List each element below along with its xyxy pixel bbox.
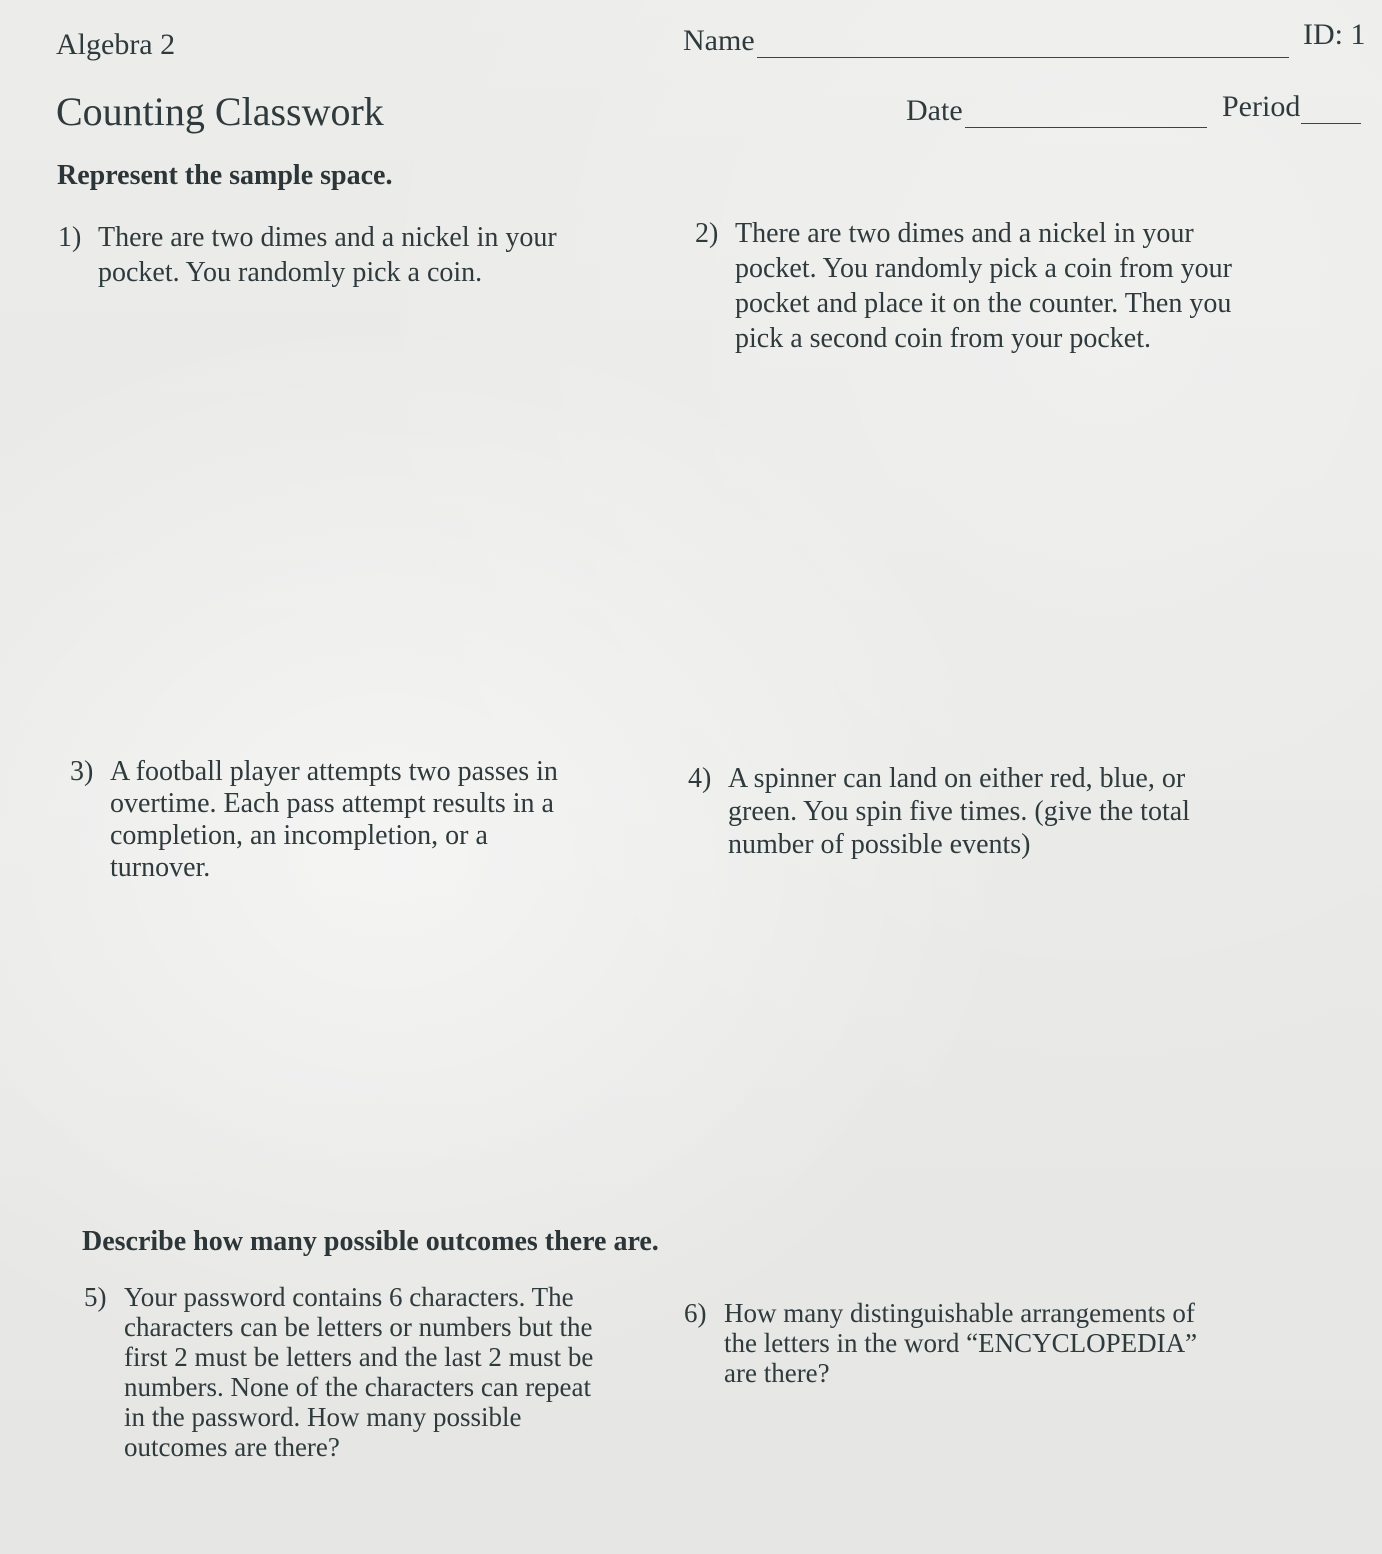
problem-2: [695, 216, 1235, 356]
period-label: Period: [1222, 90, 1301, 123]
problem-text: There are two dimes and a nickel in your pocket. You randomly pick a coin.: [98, 222, 557, 288]
name-field: [683, 24, 1289, 58]
page-title: Counting Classwork: [56, 89, 384, 134]
date-label: Date: [906, 94, 963, 127]
section-heading-outcomes: Describe how many possible outcomes there are.: [82, 1226, 659, 1257]
problem-1: [58, 220, 588, 290]
problem-number: 5): [84, 1282, 107, 1312]
problem-text: A spinner can land on either red, blue, or green. You spin five times. (give the total number of possible events): [728, 763, 1190, 860]
date-blank-line: [965, 99, 1207, 128]
worksheet-id: ID: 1: [1303, 18, 1366, 51]
problem-3: [70, 756, 580, 884]
problem-6: [684, 1298, 1204, 1388]
problem-text: How many distinguishable arrangements of the letters in the word “ENCYCLOPEDIA” are there?: [724, 1298, 1198, 1388]
problem-text: Your password contains 6 characters. The characters can be letters or numbers but the first 2 must be letters and the last 2 must be numbers. None of the characters can repeat in the password. How many possible outcomes are there?: [124, 1282, 594, 1462]
problem-number: 2): [695, 218, 719, 249]
period-field: [1222, 90, 1361, 124]
name-blank-line: [757, 29, 1289, 58]
name-label: Name: [683, 24, 755, 57]
course-name: Algebra 2: [56, 28, 176, 61]
problem-4: [688, 762, 1228, 861]
problem-text: A football player attempts two passes in overtime. Each pass attempt results in a completion, an incompletion, or a turnover.: [110, 756, 558, 883]
period-blank-line: [1301, 95, 1361, 124]
problem-number: 4): [688, 763, 712, 794]
section-heading-sample-space: Represent the sample space.: [57, 160, 393, 191]
problem-number: 3): [70, 756, 94, 787]
problem-number: 6): [684, 1298, 707, 1328]
problem-text: There are two dimes and a nickel in your pocket. You randomly pick a coin from your pocket and place it on the counter. Then you pick a second coin from your pocket.: [735, 218, 1232, 354]
problem-number: 1): [58, 222, 82, 253]
date-field: [906, 94, 1207, 128]
problem-5: [84, 1282, 594, 1462]
